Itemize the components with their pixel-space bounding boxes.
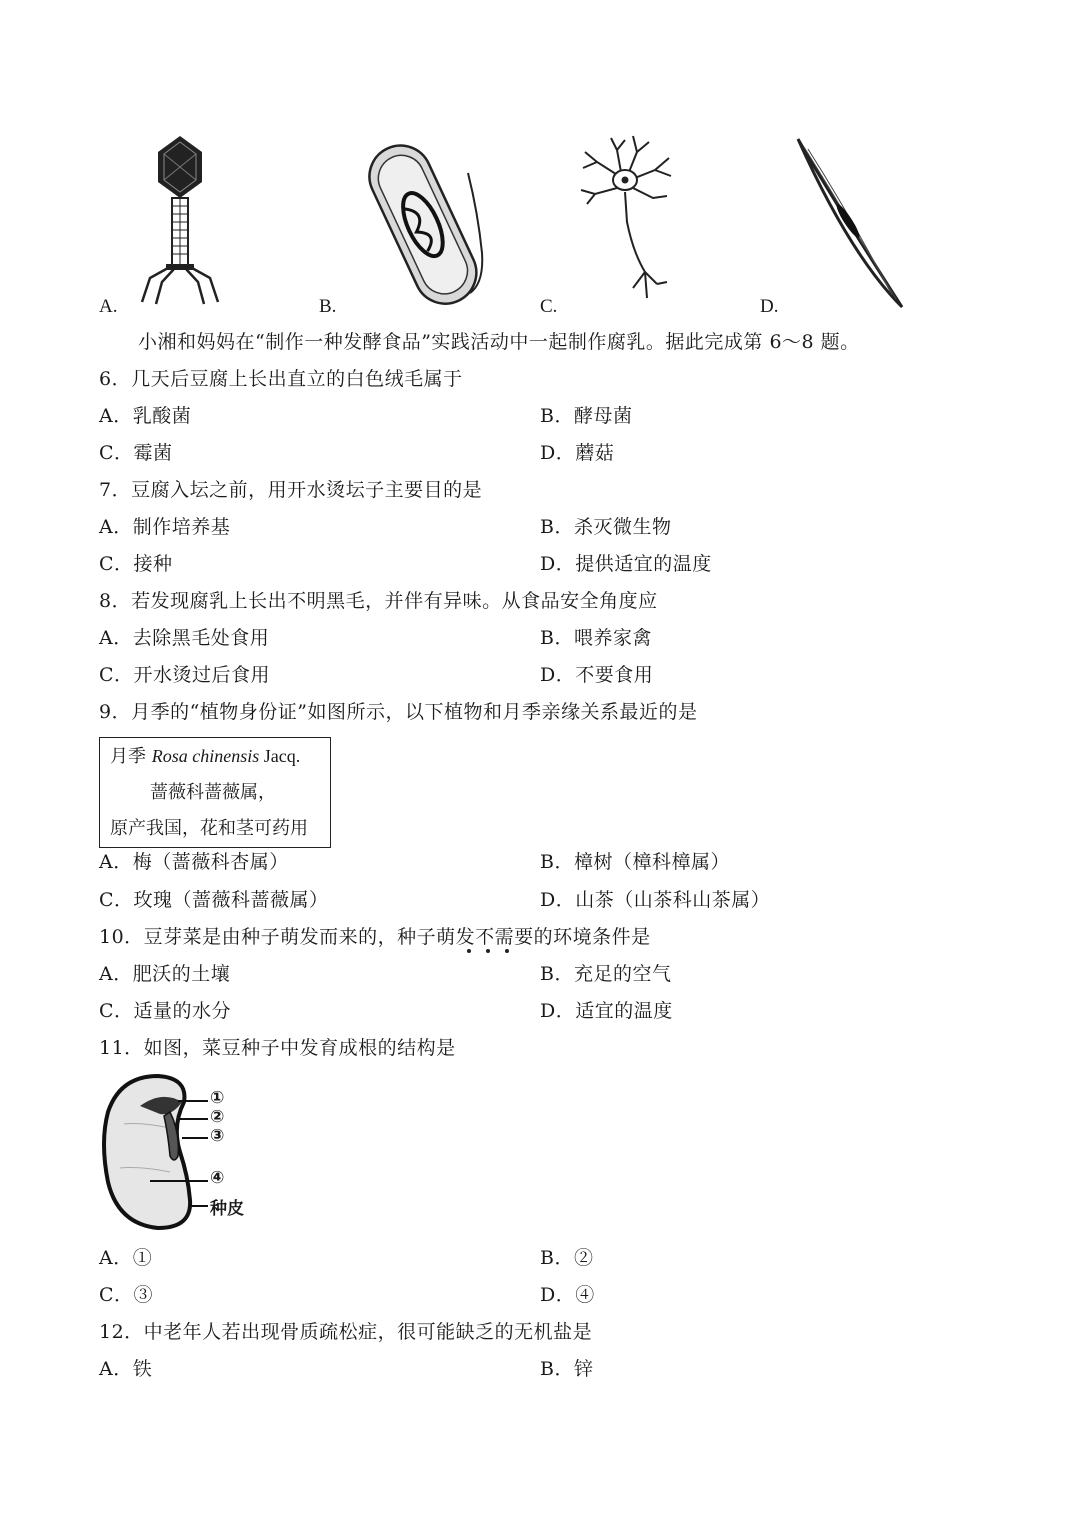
- q9-option-a: A．梅（蔷薇科杏属）: [99, 851, 289, 873]
- q8-option-b: B．喂养家禽: [540, 627, 652, 649]
- question-9-stem: 9．月季的“植物身份证”如图所示，以下植物和月季亲缘关系最近的是: [99, 701, 698, 723]
- q12-option-a: A．铁: [99, 1358, 153, 1380]
- emphasis-dot: [486, 949, 490, 953]
- figure-label-a: A.: [99, 296, 118, 317]
- figure-label-d: D.: [760, 296, 779, 317]
- question-8-stem: 8．若发现腐乳上长出不明黑毛，并伴有异味。从食品安全角度应: [99, 590, 658, 612]
- q11-option-c: C．③: [99, 1284, 154, 1306]
- question-10-stem: 10．豆芽菜是由种子萌发而来的，种子萌发不需要的环境条件是: [99, 926, 651, 948]
- q9-option-b: B．樟树（樟科樟属）: [540, 851, 730, 873]
- seed-label-3: ③: [210, 1126, 225, 1146]
- q8-option-c: C．开水烫过后食用: [99, 664, 271, 686]
- q9-option-d: D．山茶（山茶科山茶属）: [540, 889, 771, 911]
- q10-option-b: B．充足的空气: [540, 963, 672, 985]
- q10-option-c: C．适量的水分: [99, 1000, 232, 1022]
- plant-id-card-line1: 月季 Rosa chinensis Jacq.: [110, 746, 301, 767]
- q12-option-b: B．锌: [540, 1358, 594, 1380]
- q6-option-a: A．乳酸菌: [99, 405, 192, 427]
- q11-option-a: A．①: [99, 1247, 153, 1269]
- q8-option-d: D．不要食用: [540, 664, 654, 686]
- q7-option-d: D．提供适宜的温度: [540, 553, 712, 575]
- leader-line: [178, 1100, 208, 1102]
- bacterium-image: [350, 133, 495, 313]
- q11-option-d: D．④: [540, 1284, 595, 1306]
- q6-option-c: C．霉菌: [99, 442, 173, 464]
- intro-text: 小湘和妈妈在“制作一种发酵食品”实践活动中一起制作腐乳。据此完成第 6～8 题。: [138, 331, 860, 353]
- plant-id-card: [99, 737, 331, 848]
- q10-option-a: A．肥沃的土壤: [99, 963, 231, 985]
- figure-label-c: C.: [540, 296, 558, 317]
- q8-option-a: A．去除黑毛处食用: [99, 627, 270, 649]
- bean-seed-diagram: [100, 1072, 210, 1232]
- seed-label-4: ④: [210, 1168, 225, 1188]
- neuron-image: [575, 132, 685, 308]
- plant-id-card-line3: 原产我国，花和茎可药用: [110, 818, 308, 839]
- q9-option-c: C．玫瑰（蔷薇科蔷薇属）: [99, 889, 329, 911]
- q6-option-b: B．酵母菌: [540, 405, 633, 427]
- q6-option-d: D．蘑菇: [540, 442, 615, 464]
- leader-line: [190, 1205, 208, 1207]
- q11-option-b: B．②: [540, 1247, 594, 1269]
- q7-option-b: B．杀灭微生物: [540, 516, 672, 538]
- plant-id-card-line2: 蔷薇科蔷薇属，: [150, 782, 276, 803]
- leader-line: [180, 1118, 208, 1120]
- emphasis-dot: [505, 949, 509, 953]
- q10-option-d: D．适宜的温度: [540, 1000, 673, 1022]
- seed-label-seed-coat: 种皮: [210, 1199, 244, 1219]
- emphasis-dot: [467, 949, 471, 953]
- leader-line: [182, 1137, 208, 1139]
- question-6-stem: 6．几天后豆腐上长出直立的白色绒毛属于: [99, 368, 463, 390]
- q7-option-a: A．制作培养基: [99, 516, 231, 538]
- q7-option-c: C．接种: [99, 553, 173, 575]
- question-7-stem: 7．豆腐入坛之前，用开水烫坛子主要目的是: [99, 479, 483, 501]
- leader-line: [150, 1180, 208, 1182]
- bacteriophage-image: [130, 130, 230, 310]
- question-11-stem: 11．如图，菜豆种子中发育成根的结构是: [99, 1037, 456, 1059]
- figure-label-b: B.: [319, 296, 337, 317]
- seed-label-1: ①: [210, 1088, 225, 1108]
- seed-label-2: ②: [210, 1107, 225, 1127]
- question-12-stem: 12．中老年人若出现骨质疏松症，很可能缺乏的无机盐是: [99, 1321, 593, 1343]
- muscle-cell-image: [790, 135, 910, 311]
